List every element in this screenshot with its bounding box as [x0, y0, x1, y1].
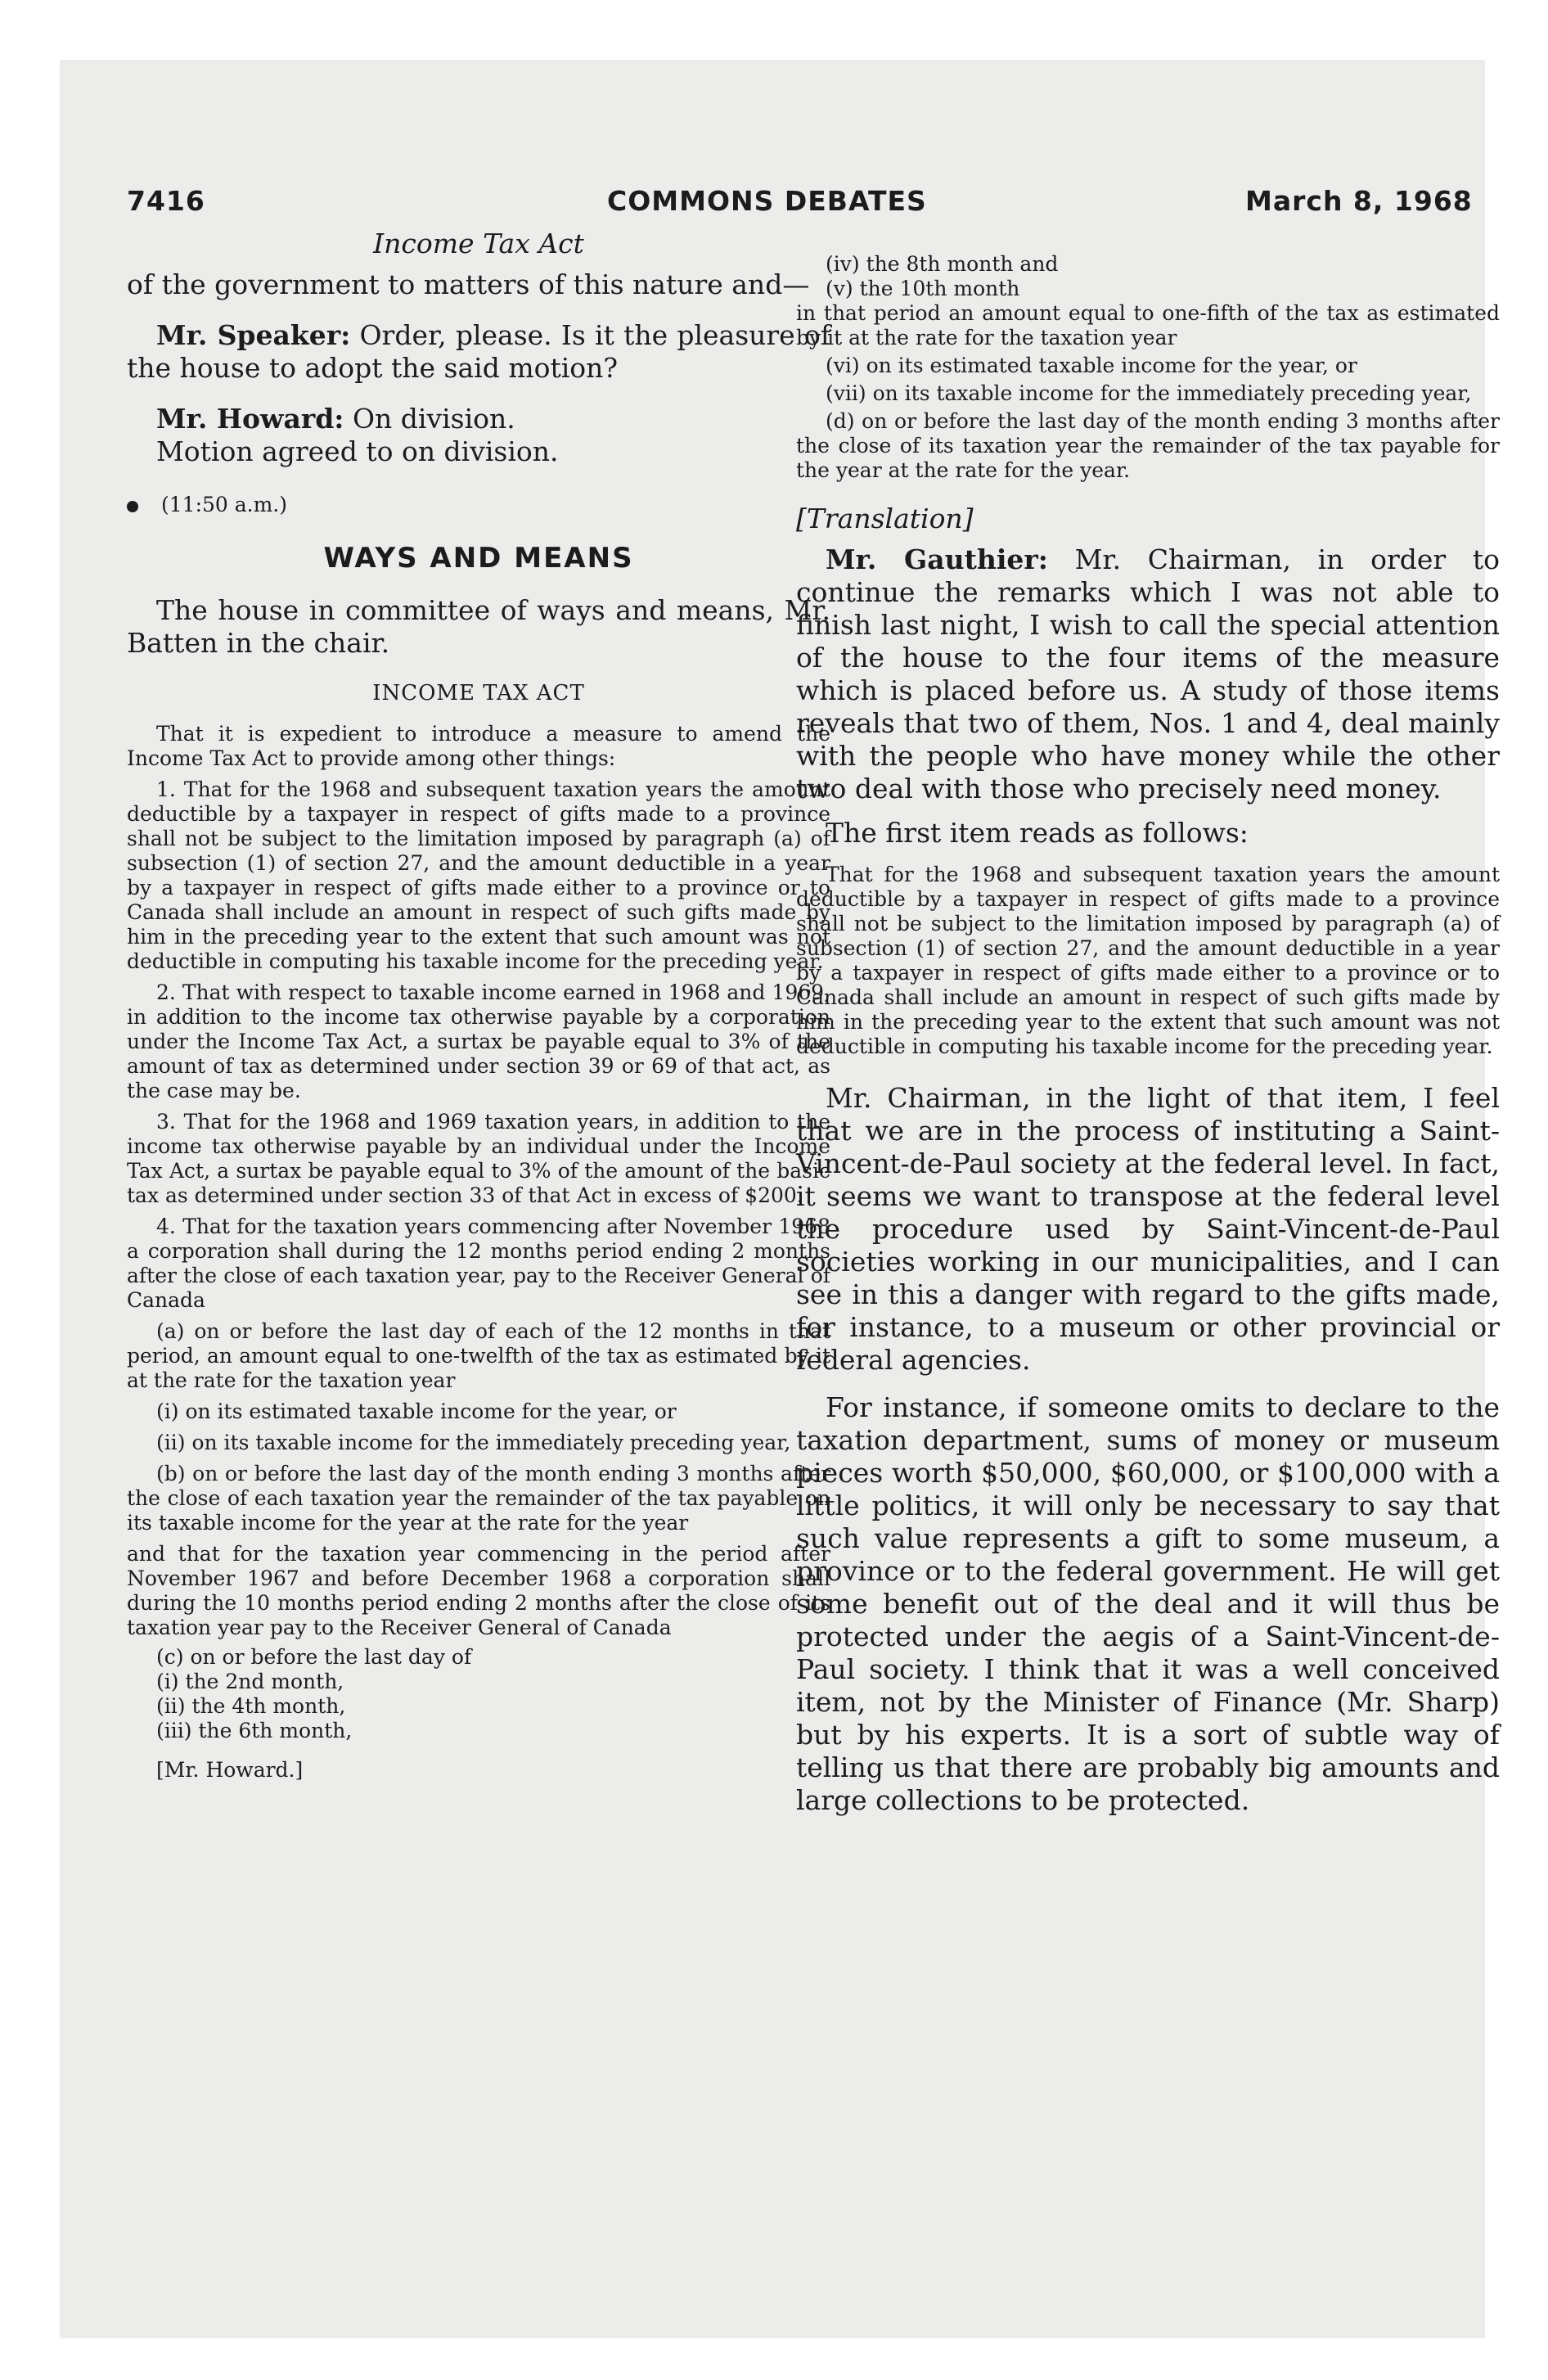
bullet-icon: [127, 501, 138, 512]
speech-text: On division.: [344, 403, 515, 435]
resolution-subitem: (ii) the 4th month,: [156, 1694, 346, 1718]
running-head: Income Tax Act: [373, 228, 584, 259]
paragraph: The house in committee of ways and means, Mr. Batten in the chair.: [127, 594, 830, 659]
resolution-subitem: (i) on its estimated taxable income for the year, or: [156, 1400, 677, 1423]
page-number: 7416: [127, 185, 205, 217]
speaker-paragraph: [796, 543, 1500, 805]
speech-text: Order, please. Is it the pleasure of the house to adopt the said motion?: [127, 319, 830, 384]
speaker-paragraph: [127, 403, 830, 435]
quoted-item: That for the 1968 and subsequent taxation years the amount deductible by a taxpayer in respect of gifts made to a province shall not be subject to the limitation imposed by paragraph (a) of subsection (1) of section 27, and the amount deductible in a year by a taxpayer in respect of gifts made either to a province or to Canada shall include an amount in respect of such gifts made by him in the preceding year to the extent that such amount was not deductible in computing his taxable income for the preceding year.: [796, 863, 1500, 1058]
resolution-item: 1. That for the 1968 and subsequent taxation years the amount deductible by a taxpayer in respect of gifts made to a province shall not be subject to the limitation imposed by paragraph (a) of subsection (1) of section 27, and the amount deductible in a year by a taxpayer in respect of gifts made either to a province or to Canada shall include an amount in respect of such gifts made by him in the preceding year to the extent that such amount was not deductible in computing his taxable income for the preceding year.: [127, 778, 830, 973]
page-date: March 8, 1968: [1245, 185, 1473, 217]
resolution-intro: That it is expedient to introduce a measure to amend the Income Tax Act to provide among other things:: [127, 722, 830, 770]
speaker-name: Mr. Gauthier:: [826, 543, 1048, 575]
resolution-subitem: (i) the 2nd month,: [156, 1670, 344, 1693]
right-column: [796, 228, 1500, 1817]
column-footer: [Mr. Howard.]: [156, 1758, 304, 1782]
paragraph: Mr. Chairman, in the light of that item, I feel that we are in the process of instituting a Saint-Vincent-de-Paul society at the federal level. In fact, it seems we want to transpose at the federal level the procedure used by Saint-Vincent-de-Paul societies working in our municipalities, and I can see in this a danger with regard to the gifts made, for instance, to a museum or other provincial or federal agencies.: [796, 1082, 1500, 1376]
speaker-paragraph: [127, 319, 830, 385]
resolution-subitem: (a) on or before the last day of each of the 12 months in that period, an amount equal to one-twelfth of the tax as estimated by it at the rate for the taxation year: [127, 1319, 830, 1392]
resolution-subitem: (vi) on its estimated taxable income for the year, or: [826, 354, 1357, 377]
resolution-paragraph: and that for the taxation year commencing in the period after November 1967 and before December 1968 a corporation shall during the 10 months period ending 2 months after the close of its taxation year pay to the Receiver General of Canada: [127, 1542, 830, 1639]
left-column: [127, 228, 830, 1783]
paragraph: of the government to matters of this nature and—: [127, 268, 810, 300]
translation-note: [Translation]: [796, 503, 974, 534]
resolution-subitem: (vii) on its taxable income for the immediately preceding year,: [826, 381, 1472, 405]
subheading: INCOME TAX ACT: [372, 681, 585, 705]
resolution-subitem: (d) on or before the last day of the month ending 3 months after the close of its taxation year the remainder of the tax payable for the year at the rate for the year.: [796, 409, 1500, 482]
speaker-name: Mr. Howard:: [156, 403, 344, 435]
resolution-subitem: (c) on or before the last day of: [156, 1645, 472, 1669]
paragraph: The first item reads as follows:: [826, 817, 1249, 849]
speech-text: Mr. Chairman, in order to continue the remarks which I was not able to finish last night, I wish to call the special attention of the house to the four items of the measure which is placed before us. A study of those items reveals that two of them, Nos. 1 and 4, deal mainly with the people who have money while the other two deal with those who precisely need money.: [796, 543, 1500, 805]
resolution-subitem: (ii) on its taxable income for the immediately preceding year,: [156, 1431, 791, 1454]
section-heading: WAYS AND MEANS: [323, 542, 634, 575]
resolution-subitem: (b) on or before the last day of the month ending 3 months after the close of each taxation year the remainder of the tax payable on its taxable income for the year at the rate for the year: [127, 1462, 830, 1535]
time-stamp: (11:50 a.m.): [127, 493, 830, 517]
resolution-item: 4. That for the taxation years commencing after November 1968 a corporation shall during the 12 months period ending 2 months after the close of each taxation year, pay to the Receiver General of Canada: [127, 1215, 830, 1312]
speaker-name: Mr. Speaker:: [156, 319, 351, 351]
resolution-item: 3. That for the 1968 and 1969 taxation years, in addition to the income tax otherwise payable by an individual under the Income Tax Act, a surtax be payable equal to 3% of the amount of the basic tax as determined under section 33 of that Act in excess of $200.: [127, 1110, 830, 1207]
paragraph: For instance, if someone omits to declare to the taxation department, sums of money or museum pieces worth $50,000, $60,000, or $100,000 with a little politics, it will only be necessary to say that such value represents a gift to some museum, a province or to the federal government. He will get some benefit out of the deal and it will thus be protected under the aegis of a Saint-Vincent-de-Paul society. I think that it was a well conceived item, not by the Minister of Finance (Mr. Sharp) but by his experts. It is a sort of subtle way of telling us that there are probably big amounts and large collections to be protected.: [796, 1391, 1500, 1816]
resolution-subitem: (iii) the 6th month,: [156, 1719, 353, 1742]
resolution-subitem: (iv) the 8th month and: [826, 252, 1059, 276]
resolution-subitem: (v) the 10th month: [826, 277, 1020, 300]
resolution-paragraph: in that period an amount equal to one-fifth of the tax as estimated by it at the rate for the taxation year: [796, 301, 1500, 349]
publication-title: COMMONS DEBATES: [607, 185, 927, 217]
paragraph: Motion agreed to on division.: [156, 435, 559, 467]
resolution-item: 2. That with respect to taxable income earned in 1968 and 1969, in addition to the income tax otherwise payable by a corporation under the Income Tax Act, a surtax be payable equal to 3% of the amount of tax as determined under section 39 or 69 of that act, as the case may be.: [127, 980, 830, 1102]
